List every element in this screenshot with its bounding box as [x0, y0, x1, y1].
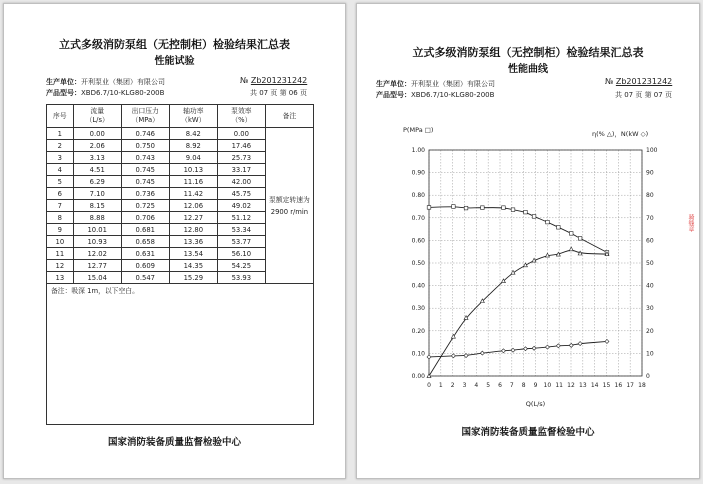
producer-line: 生产单位：开利泵业（集团）有限公司 [376, 80, 495, 88]
table-cell: 12 [47, 260, 74, 272]
table-cell: 51.12 [217, 212, 265, 224]
data-point-N [569, 343, 573, 347]
data-point-N [427, 355, 431, 359]
table-cell: 6.29 [73, 176, 121, 188]
table-cell: 12.80 [169, 224, 217, 236]
x-tick-label: 4 [474, 382, 479, 389]
table-cell: 13.36 [169, 236, 217, 248]
table-header-cell: 序号 [47, 105, 74, 128]
table-cell: 3 [47, 152, 74, 164]
table-cell: 12.77 [73, 260, 121, 272]
data-point-N [532, 346, 536, 350]
table-cell: 45.75 [217, 188, 265, 200]
data-point-P [502, 206, 506, 210]
table-cell: 0.681 [121, 224, 169, 236]
table-cell: 0.736 [121, 188, 169, 200]
data-point-η [569, 247, 573, 251]
x-tick-label: 15 [602, 382, 611, 389]
data-point-P [511, 208, 515, 212]
table-cell: 11 [47, 248, 74, 260]
y-left-tick-label: 0.30 [411, 305, 425, 313]
table-cell: 14.35 [169, 260, 217, 272]
table-cell: 7.10 [73, 188, 121, 200]
y-right-tick-label: 20 [646, 327, 654, 335]
table-cell: 0.706 [121, 212, 169, 224]
data-point-N [605, 339, 609, 343]
x-tick-label: 13 [579, 382, 587, 389]
table-cell: 54.25 [217, 260, 265, 272]
table-header-cell: 泵效率 （%） [217, 105, 265, 128]
table-cell: 10.01 [73, 224, 121, 236]
table-cell: 4.51 [73, 164, 121, 176]
y-left-tick-label: 0.70 [411, 214, 425, 222]
table-cell: 0.00 [217, 128, 265, 140]
data-point-P [578, 237, 582, 241]
x-tick-label: 16 [614, 382, 623, 389]
y-right-tick-label: 70 [646, 214, 654, 222]
y-left-tick-label: 0.80 [411, 192, 425, 200]
table-cell: 12.02 [73, 248, 121, 260]
x-tick-label: 8 [521, 382, 526, 389]
table-cell: 2.06 [73, 140, 121, 152]
y-right-tick-label: 0 [646, 373, 650, 380]
table-cell: 8.42 [169, 128, 217, 140]
table-cell: 0.00 [73, 128, 121, 140]
data-point-P [524, 210, 528, 214]
performance-table [46, 104, 314, 284]
report-number: № Zb201231242 [240, 76, 308, 85]
table-cell: 13.54 [169, 248, 217, 260]
table-cell: 49.02 [217, 200, 265, 212]
page-info: 共 07 页 第 07 页 [615, 91, 672, 99]
x-tick-label: 2 [450, 382, 455, 389]
table-cell: 0.746 [121, 128, 169, 140]
model-line: 产品型号：XBD6.7/10-KLG80-200B [376, 91, 495, 99]
report-number: № Zb201231242 [605, 77, 673, 86]
y-left-tick-label: 0.60 [411, 237, 425, 245]
table-cell: 11.42 [169, 188, 217, 200]
table-cell: 33.17 [217, 164, 265, 176]
table-cell: 0.658 [121, 236, 169, 248]
page-subtitle: 性能曲线 [508, 64, 548, 75]
y-right-tick-label: 90 [646, 169, 654, 177]
y-left-tick-label: 0.00 [411, 373, 425, 380]
producer-line: 生产单位：开利泵业（集团）有限公司 [46, 78, 165, 86]
table-cell: 15.04 [73, 272, 121, 284]
remark-cell: 泵额定转速为 2900 r/min [265, 128, 313, 284]
document-page-performance-test [3, 3, 346, 479]
y-right-tick-label: 80 [646, 192, 654, 200]
table-cell: 6 [47, 188, 74, 200]
data-point-P [557, 225, 561, 229]
data-point-N [556, 344, 560, 348]
table-cell: 0.743 [121, 152, 169, 164]
table-cell: 42.00 [217, 176, 265, 188]
table-header-cell: 轴功率 （kW） [169, 105, 217, 128]
table-cell: 15.29 [169, 272, 217, 284]
y-right-tick-label: 100 [646, 147, 658, 154]
y-left-tick-label: 0.40 [411, 282, 425, 290]
data-point-N [451, 354, 455, 358]
y-left-tick-label: 0.90 [411, 169, 425, 177]
x-tick-label: 17 [626, 382, 634, 389]
table-cell: 1 [47, 128, 74, 140]
x-tick-label: 3 [462, 382, 467, 389]
page-info: 共 07 页 第 06 页 [250, 89, 307, 97]
x-tick-label: 10 [543, 382, 552, 389]
table-cell: 0.745 [121, 164, 169, 176]
page-title: 立式多级消防泵组（无控制柜）检验结果汇总表 [412, 46, 644, 59]
table-cell: 12.27 [169, 212, 217, 224]
table-cell: 25.73 [217, 152, 265, 164]
table-cell: 10.93 [73, 236, 121, 248]
table-header-cell: 流量 （L/s） [73, 105, 121, 128]
performance-curve-chart [357, 114, 699, 444]
table-cell: 17.46 [217, 140, 265, 152]
table-cell: 53.93 [217, 272, 265, 284]
x-tick-label: 14 [590, 382, 599, 389]
data-point-N [578, 342, 582, 346]
table-cell: 3.13 [73, 152, 121, 164]
series-line-P [429, 207, 607, 253]
y-right-tick-label: 10 [646, 350, 654, 358]
table-cell: 0.750 [121, 140, 169, 152]
table-cell: 53.34 [217, 224, 265, 236]
y-right-tick-label: 30 [646, 305, 654, 313]
table-cell: 13 [47, 272, 74, 284]
table-header-cell: 出口压力 （MPa） [121, 105, 169, 128]
table-cell: 0.725 [121, 200, 169, 212]
x-tick-label: 5 [486, 382, 491, 389]
page-subtitle: 性能试验 [154, 56, 195, 67]
table-cell: 9 [47, 224, 74, 236]
y-left-tick-label: 0.20 [411, 327, 425, 335]
table-cell: 0.631 [121, 248, 169, 260]
y-left-axis-label: P(MPa □) [403, 126, 434, 134]
table-cell: 0.745 [121, 176, 169, 188]
table-cell: 2 [47, 140, 74, 152]
data-point-N [523, 347, 527, 351]
table-cell: 7 [47, 200, 74, 212]
y-right-tick-label: 60 [646, 237, 654, 245]
table-cell: 8.15 [73, 200, 121, 212]
table-cell: 4 [47, 164, 74, 176]
table-cell: 0.547 [121, 272, 169, 284]
data-point-N [501, 349, 505, 353]
document-page-performance-curve [356, 3, 700, 479]
table-cell: 0.609 [121, 260, 169, 272]
x-tick-label: 6 [498, 382, 502, 389]
y-right-axis-label: η(% △)，N(kW ◇) [592, 130, 649, 138]
page-title: 立式多级消防泵组（无控制柜）检验结果汇总表 [59, 38, 290, 51]
data-point-N [545, 345, 549, 349]
y-right-tick-label: 50 [646, 260, 654, 267]
data-point-P [452, 205, 456, 209]
data-point-N [480, 351, 484, 355]
table-cell: 10 [47, 236, 74, 248]
x-tick-label: 1 [438, 382, 443, 389]
seam-stamp: 骑缝章 [687, 214, 694, 232]
series-line-η [429, 250, 607, 376]
table-cell: 10.13 [169, 164, 217, 176]
table-header-cell: 备注 [265, 105, 313, 128]
table-cell: 8.92 [169, 140, 217, 152]
x-tick-label: 12 [567, 382, 575, 389]
model-line: 产品型号：XBD6.7/10-KLG80-200B [46, 89, 165, 97]
table-cell: 11.16 [169, 176, 217, 188]
table-row [47, 128, 314, 140]
data-point-P [464, 206, 468, 210]
y-right-tick-label: 40 [646, 282, 654, 290]
table-cell: 53.77 [217, 236, 265, 248]
x-axis-label: Q(L/s) [525, 400, 546, 408]
data-point-P [427, 206, 431, 210]
x-tick-label: 11 [555, 382, 563, 389]
issuer-footer: 国家消防装备质量监督检验中心 [461, 427, 595, 438]
x-tick-label: 18 [638, 382, 646, 389]
issuer-footer: 国家消防装备质量监督检验中心 [107, 437, 241, 448]
data-point-P [569, 232, 573, 236]
y-left-tick-label: 1.00 [411, 147, 425, 154]
remark-note: 备注：吸深 1m，以下空白。 [51, 287, 139, 295]
x-tick-label: 9 [533, 382, 538, 389]
remark-area [46, 282, 314, 425]
x-tick-label: 0 [427, 382, 431, 389]
data-point-P [546, 220, 550, 224]
table-cell: 8.88 [73, 212, 121, 224]
data-point-P [481, 206, 485, 210]
y-left-tick-label: 0.50 [411, 260, 425, 267]
table-cell: 9.04 [169, 152, 217, 164]
table-cell: 8 [47, 212, 74, 224]
data-point-P [532, 215, 536, 219]
table-cell: 56.10 [217, 248, 265, 260]
table-cell: 5 [47, 176, 74, 188]
y-left-tick-label: 0.10 [411, 350, 425, 358]
table-cell: 12.06 [169, 200, 217, 212]
x-tick-label: 7 [509, 382, 514, 389]
